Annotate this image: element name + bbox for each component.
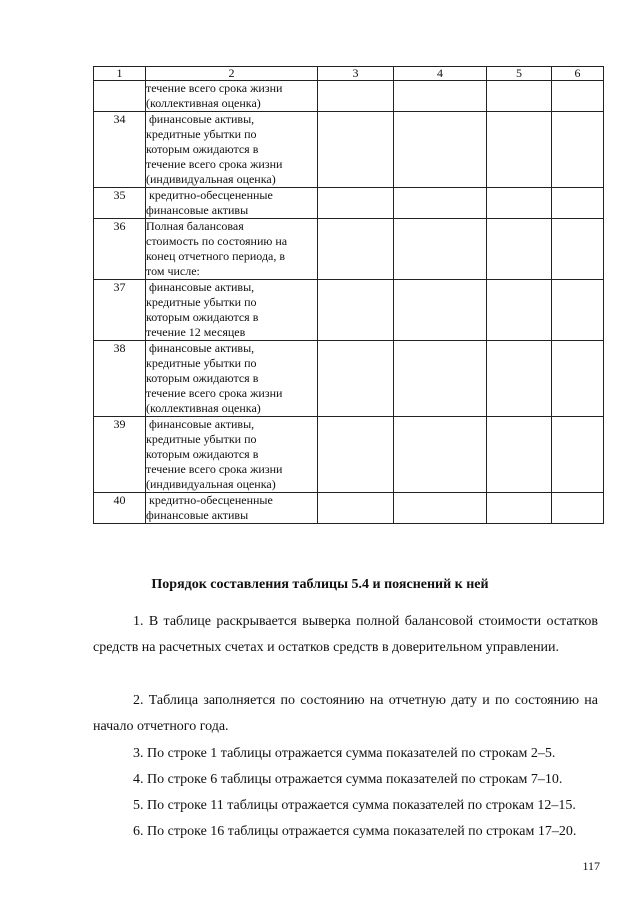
empty-cell — [394, 417, 487, 493]
row-number: 40 — [94, 493, 146, 524]
row-label-line: которым ожидаются в — [146, 371, 259, 385]
row-number: 39 — [94, 417, 146, 493]
row-number: 38 — [94, 341, 146, 417]
row-number: 37 — [94, 280, 146, 341]
row-label-line: финансовые активы, — [146, 417, 255, 431]
empty-cell — [318, 493, 394, 524]
row-label-line: кредитно-обесцененные — [146, 493, 273, 507]
row-label-line: течение 12 месяцев — [146, 325, 246, 339]
column-header: 3 — [318, 67, 394, 81]
empty-cell — [394, 81, 487, 112]
row-label — [146, 219, 318, 280]
row-label-line: стоимость по состоянию на — [146, 234, 288, 248]
empty-cell — [394, 188, 487, 219]
empty-cell — [552, 280, 604, 341]
row-label — [146, 417, 318, 493]
row-label — [146, 81, 318, 112]
row-label-line: (индивидуальная оценка) — [146, 172, 276, 186]
empty-cell — [487, 219, 552, 280]
row-label-line: течение всего срока жизни — [146, 462, 283, 476]
empty-cell — [318, 219, 394, 280]
empty-cell — [394, 493, 487, 524]
row-label-line: кредитно-обесцененные — [146, 188, 273, 202]
row-label — [146, 188, 318, 219]
empty-cell — [552, 81, 604, 112]
row-label — [146, 341, 318, 417]
table-row — [94, 81, 604, 112]
empty-cell — [552, 219, 604, 280]
row-label-line: финансовые активы — [146, 508, 249, 522]
section-title: Порядок составления таблицы 5.4 и пояснений к ней — [151, 577, 489, 592]
empty-cell — [318, 417, 394, 493]
paragraph: 2. Таблица заполняется по состоянию на отчетную дату и по состоянию на начало отчетного года. — [93, 693, 598, 734]
row-label-line: конец отчетного периода, в — [146, 249, 286, 263]
empty-cell — [487, 112, 552, 188]
row-label-line: кредитные убытки по — [146, 356, 257, 370]
row-label-line: кредитные убытки по — [146, 295, 257, 309]
empty-cell — [487, 493, 552, 524]
row-label-line: которым ожидаются в — [146, 310, 259, 324]
data-table — [93, 66, 604, 524]
empty-cell — [552, 112, 604, 188]
row-label-line: том числе: — [146, 264, 200, 278]
column-header: 5 — [487, 67, 552, 81]
row-number: 35 — [94, 188, 146, 219]
empty-cell — [318, 280, 394, 341]
table-header-row — [94, 67, 604, 81]
empty-cell — [487, 188, 552, 219]
empty-cell — [552, 188, 604, 219]
empty-cell — [487, 280, 552, 341]
row-number: 36 — [94, 219, 146, 280]
table-body — [94, 81, 604, 524]
row-label-line: кредитные убытки по — [146, 432, 257, 446]
column-header: 1 — [94, 67, 146, 81]
empty-cell — [394, 112, 487, 188]
row-number — [94, 81, 146, 112]
list-item: 3. По строке 1 таблицы отражается сумма показателей по строкам 2–5. — [133, 746, 556, 761]
row-label-line: Полная балансовая — [146, 219, 244, 233]
row-label — [146, 493, 318, 524]
empty-cell — [318, 112, 394, 188]
row-number: 34 — [94, 112, 146, 188]
row-label — [146, 112, 318, 188]
row-label — [146, 280, 318, 341]
empty-cell — [487, 81, 552, 112]
column-header: 4 — [394, 67, 487, 81]
empty-cell — [552, 417, 604, 493]
row-label-line: (индивидуальная оценка) — [146, 477, 276, 491]
empty-cell — [318, 188, 394, 219]
empty-cell — [318, 341, 394, 417]
list-item: 4. По строке 6 таблицы отражается сумма показателей по строкам 7–10. — [133, 772, 563, 787]
row-label-line: финансовые активы, — [146, 341, 255, 355]
column-header: 6 — [552, 67, 604, 81]
empty-cell — [394, 341, 487, 417]
table-row — [94, 280, 604, 341]
row-label-line: течение всего срока жизни — [146, 157, 283, 171]
empty-cell — [394, 280, 487, 341]
empty-cell — [552, 493, 604, 524]
paragraph: 1. В таблице раскрывается выверка полной балансовой стоимости остатков средств на расчетных счетах и остатков средств в доверительном управлении. — [93, 614, 598, 655]
table-row — [94, 493, 604, 524]
row-label-line: течение всего срока жизни — [146, 386, 283, 400]
table-row — [94, 188, 604, 219]
row-label-line: (коллективная оценка) — [146, 96, 261, 110]
empty-cell — [318, 81, 394, 112]
row-label-line: которым ожидаются в — [146, 142, 259, 156]
row-label-line: финансовые активы, — [146, 112, 255, 126]
page-number: 117 — [582, 859, 600, 873]
empty-cell — [552, 341, 604, 417]
row-label-line: которым ожидаются в — [146, 447, 259, 461]
row-label-line: финансовые активы — [146, 203, 249, 217]
row-label-line: кредитные убытки по — [146, 127, 257, 141]
table-row — [94, 341, 604, 417]
row-label-line: финансовые активы, — [146, 280, 255, 294]
list-item: 6. По строке 16 таблицы отражается сумма показателей по строкам 17–20. — [133, 824, 577, 839]
table-row — [94, 417, 604, 493]
list-item: 5. По строке 11 таблицы отражается сумма показателей по строкам 12–15. — [133, 798, 576, 813]
column-header: 2 — [146, 67, 318, 81]
table-row — [94, 219, 604, 280]
row-label-line: (коллективная оценка) — [146, 401, 261, 415]
table-row — [94, 112, 604, 188]
empty-cell — [487, 341, 552, 417]
empty-cell — [487, 417, 552, 493]
row-label-line: течение всего срока жизни — [146, 81, 283, 95]
empty-cell — [394, 219, 487, 280]
